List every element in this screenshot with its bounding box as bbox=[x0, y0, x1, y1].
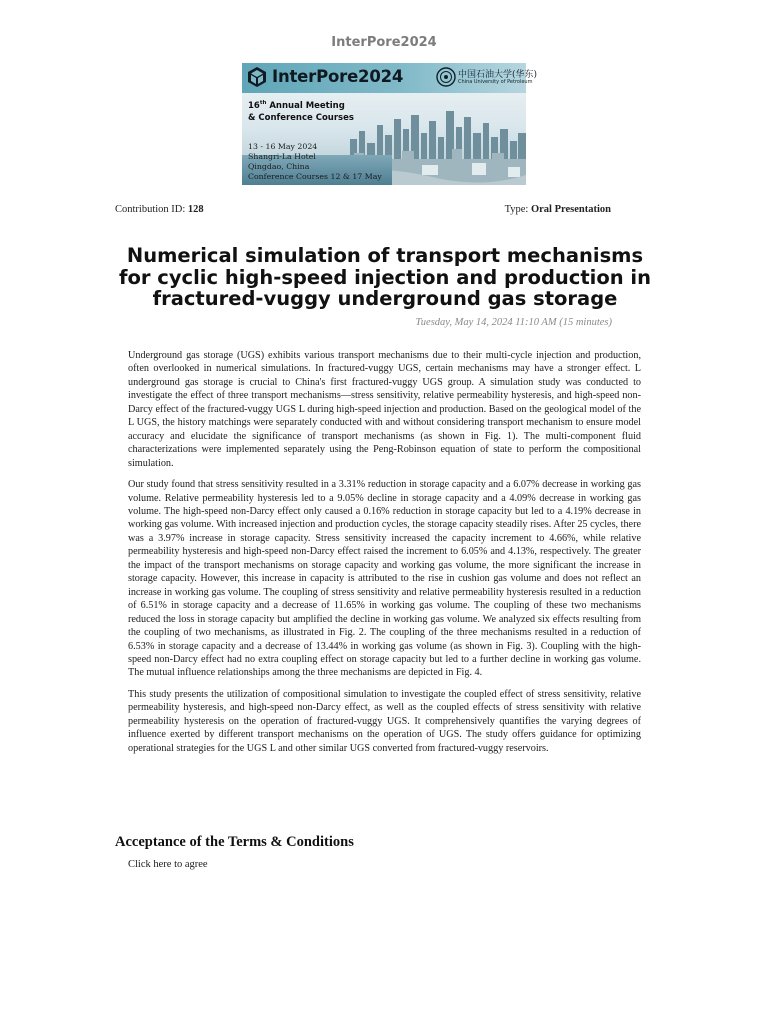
meeting-courses-line: & Conference Courses bbox=[248, 112, 354, 123]
university-seal-icon bbox=[436, 67, 456, 87]
contribution-id-label: Contribution ID: bbox=[115, 204, 186, 215]
banner-meeting-title bbox=[248, 97, 388, 124]
event-city: Qingdao, China bbox=[248, 162, 310, 171]
meeting-number-suffix: th bbox=[259, 100, 267, 106]
abstract-paragraph-3: This study presents the utilization of compositional simulation to investigate the coupled effect of stress sensitivity, relative permeability hysteresis, and high-speed non-Darcy effect, as well as the coupled effects of stress sensitivity with relative permeability hysteresis on the operation of fractured-vuggy UGS. It comprehensively quantifies the varying degrees of influence exerted by different transport mechanisms on the operation of UGS. The study offers guidance for optimizing operational strategies for the UGS L and other similar UGS converted from fractured-vuggy reservoirs. bbox=[128, 688, 641, 754]
agree-terms-link[interactable]: Click here to agree bbox=[128, 859, 208, 870]
interpore-cube-logo-icon bbox=[246, 66, 268, 88]
session-datetime: Tuesday, May 14, 2024 11:10 AM (15 minutes) bbox=[415, 317, 612, 328]
university-name-english: China University of Petroleum bbox=[458, 79, 533, 85]
event-dates: 13 - 16 May 2024 bbox=[248, 142, 318, 151]
contribution-type bbox=[505, 204, 611, 215]
event-venue: Shangri-La Hotel bbox=[248, 152, 316, 161]
abstract-paragraph-1: Underground gas storage (UGS) exhibits various transport mechanisms due to their multi-cycle injection and production, often overlooked in numerical simulations. In fractured-vuggy UGS, certain mechanisms may have a stronger effect. L underground gas storage is crucial to China's first fractured-vuggy UGS group. A simulation study was conducted to investigate the effect of three transport mechanisms—stress sensitivity, relative permeability hysteresis, and high-speed non-Darcy effect of the fractured-vuggy UGS L during high-speed injection and production. Based on the geological model of the L UGS, the history matchings were separately conducted with and without considering transport mechanism to ensure model accuracy and elucidate the significance of transport mechanisms (as shown in Fig. 1). The multi-component fluid characterizations were implemented separately using the Peng-Robinson equation of state to perform the compositional simulation. bbox=[128, 350, 641, 469]
conference-banner bbox=[242, 63, 538, 185]
banner-brand-name: InterPore2024 bbox=[272, 67, 404, 86]
contribution-id-value: 128 bbox=[187, 204, 204, 215]
terms-heading: Acceptance of the Terms & Conditions bbox=[115, 834, 354, 850]
meeting-number: 16 bbox=[248, 100, 260, 111]
event-courses-dates: Conference Courses 12 & 17 May bbox=[248, 172, 382, 181]
abstract-title: Numerical simulation of transport mechanisms for cyclic high-speed injection and production in fractured-vuggy underground gas storage bbox=[118, 244, 651, 310]
contribution-type-value: Oral Presentation bbox=[530, 204, 611, 215]
banner-event-info bbox=[248, 142, 398, 182]
contribution-id bbox=[115, 204, 204, 215]
abstract-body bbox=[128, 349, 641, 763]
abstract-paragraph-2: Our study found that stress sensitivity resulted in a 3.31% reduction in storage capacity and a 6.07% decrease in working gas volume. Relative permeability hysteresis led to a 9.05% decline in storage capacity and a 4.09% decrease in working gas volume. The high-speed non-Darcy effect only caused a 0.16% reduction in storage capacity but led to a 4.19% decrease in working gas volume. With increased injection and production cycles, the storage capacity steadily rises. After 25 cycles, there was a 3.97% increase in storage capacity. Stress sensitivity increased the capacity increment to 4.66%, while relative permeability hysteresis and high-speed non-Darcy effect raised the increment to 6.05% and 4.13%, respectively. The greater the impact of the transport mechanisms on storage capacity and working gas volume, the more significant the increase in storage capacity. However, this increase in capacity is attributed to the rise in cushion gas volume and does not reflect an increase in working gas volume. The coupling of stress sensitivity and relative permeability hysteresis resulted in a reduction of 6.51% in storage capacity and a decrease of 11.65% in working gas volume. The coupling of these two mechanisms reduced the loss in storage capacity but amplified the decline in working gas volume. We analyzed six effects resulting from the coupling of two mechanisms, as illustrated in Fig. 2. The coupling of the three mechanisms resulted in a reduction of 6.53% in storage capacity and a decrease of 13.44% in working gas volume (as shown in Fig. 3). Coupling with the high-speed non-Darcy effect had no extra coupling effect on storage capacity but led to a further decline in working gas volume. The mutual influence relationships among the three mechanisms are depicted in Fig. 4. bbox=[128, 479, 641, 679]
contribution-type-label: Type: bbox=[504, 204, 529, 215]
conference-header-title: InterPore2024 bbox=[331, 35, 437, 50]
university-name-chinese: 中国石油大学(华东) bbox=[458, 70, 538, 80]
meeting-name: Annual Meeting bbox=[266, 100, 345, 111]
